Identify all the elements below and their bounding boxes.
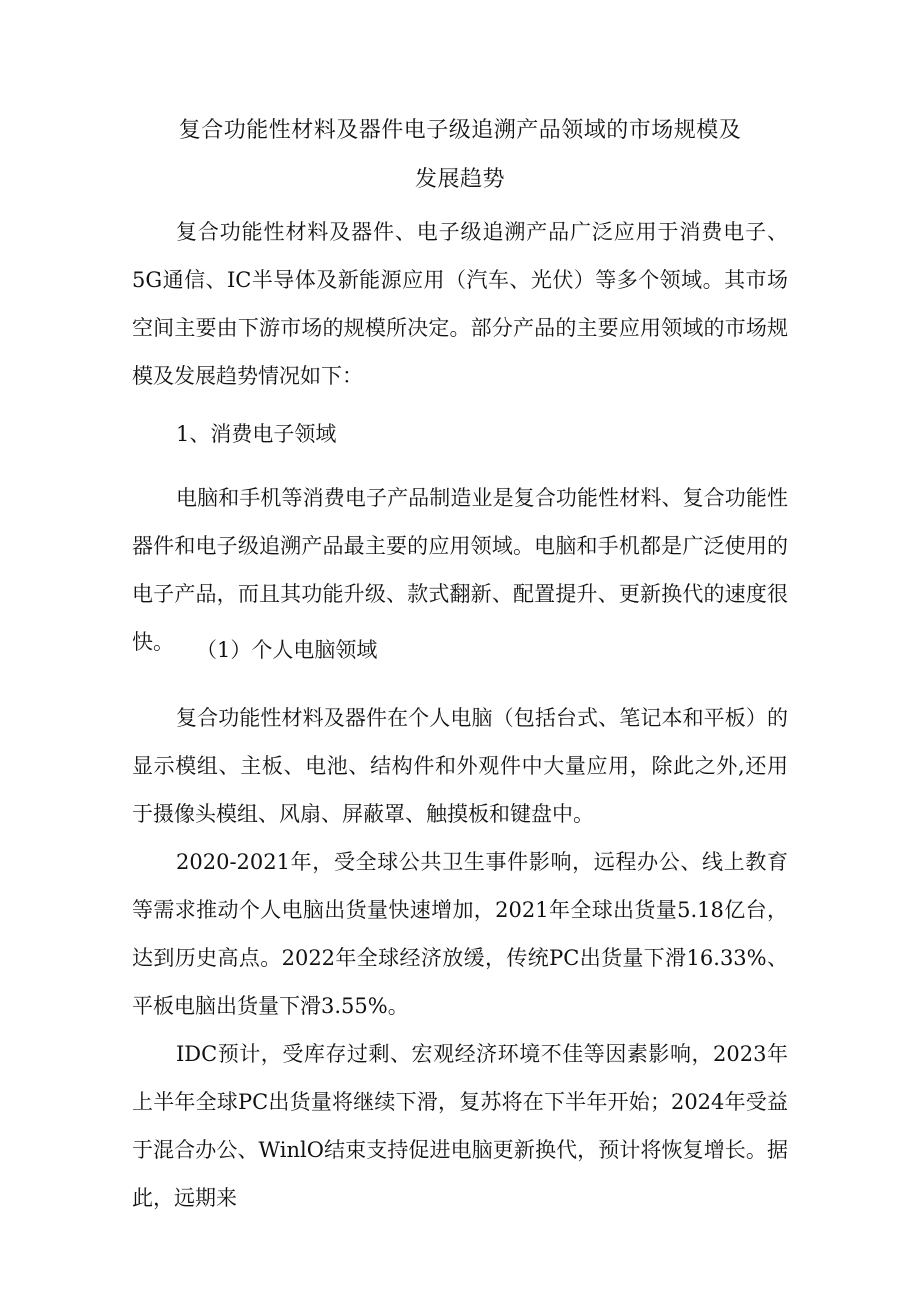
document-title-line-1: 复合功能性材料及器件电子级追溯产品领域的市场规模及 — [178, 118, 742, 143]
section-1-heading: 1、消费电子领域 — [176, 422, 337, 446]
subsection-1-paragraph: 复合功能性材料及器件在个人电脑（包括台式、笔记本和平板）的显示模组、主板、电池、结构件和外观件中大量应用，除此之外,还用于摄像头模组、风扇、屏蔽罩、触摸板和键盘中。 — [132, 706, 788, 826]
subsection-1-heading: （1）个人电脑领域 — [196, 638, 378, 662]
idc-forecast-paragraph: IDC预计，受库存过剩、宏观经济环境不佳等因素影响，2023年上半年全球PC出货量将继续下滑，复苏将在下半年开始；2024年受益于混合办公、WinlO结束支持促进电脑更新换代，预计将恢复增长。据此，远期来 — [132, 1042, 788, 1210]
section-1-paragraph: 电脑和手机等消费电子产品制造业是复合功能性材料、复合功能性器件和电子级追溯产品最主要的应用领域。电脑和手机都是广泛使用的电子产品，而且其功能升级、款式翻新、配置提升、更新换代的速度很快。 — [132, 486, 788, 654]
document-title-line-2: 发展趋势 — [414, 167, 505, 192]
intro-paragraph: 复合功能性材料及器件、电子级追溯产品广泛应用于消费电子、5G通信、IC半导体及新能源应用（汽车、光伏）等多个领域。其市场空间主要由下游市场的规模所决定。部分产品的主要应用领域的市场规模及发展趋势情况如下： — [132, 220, 788, 388]
pc-shipments-paragraph: 2020-2021年，受全球公共卫生事件影响，远程办公、线上教育等需求推动个人电脑出货量快速增加，2021年全球出货量5.18亿台，达到历史高点。2022年全球经济放缓，传统PC出货量下滑16.33%、平板电脑出货量下滑3.55%。 — [132, 850, 788, 1018]
